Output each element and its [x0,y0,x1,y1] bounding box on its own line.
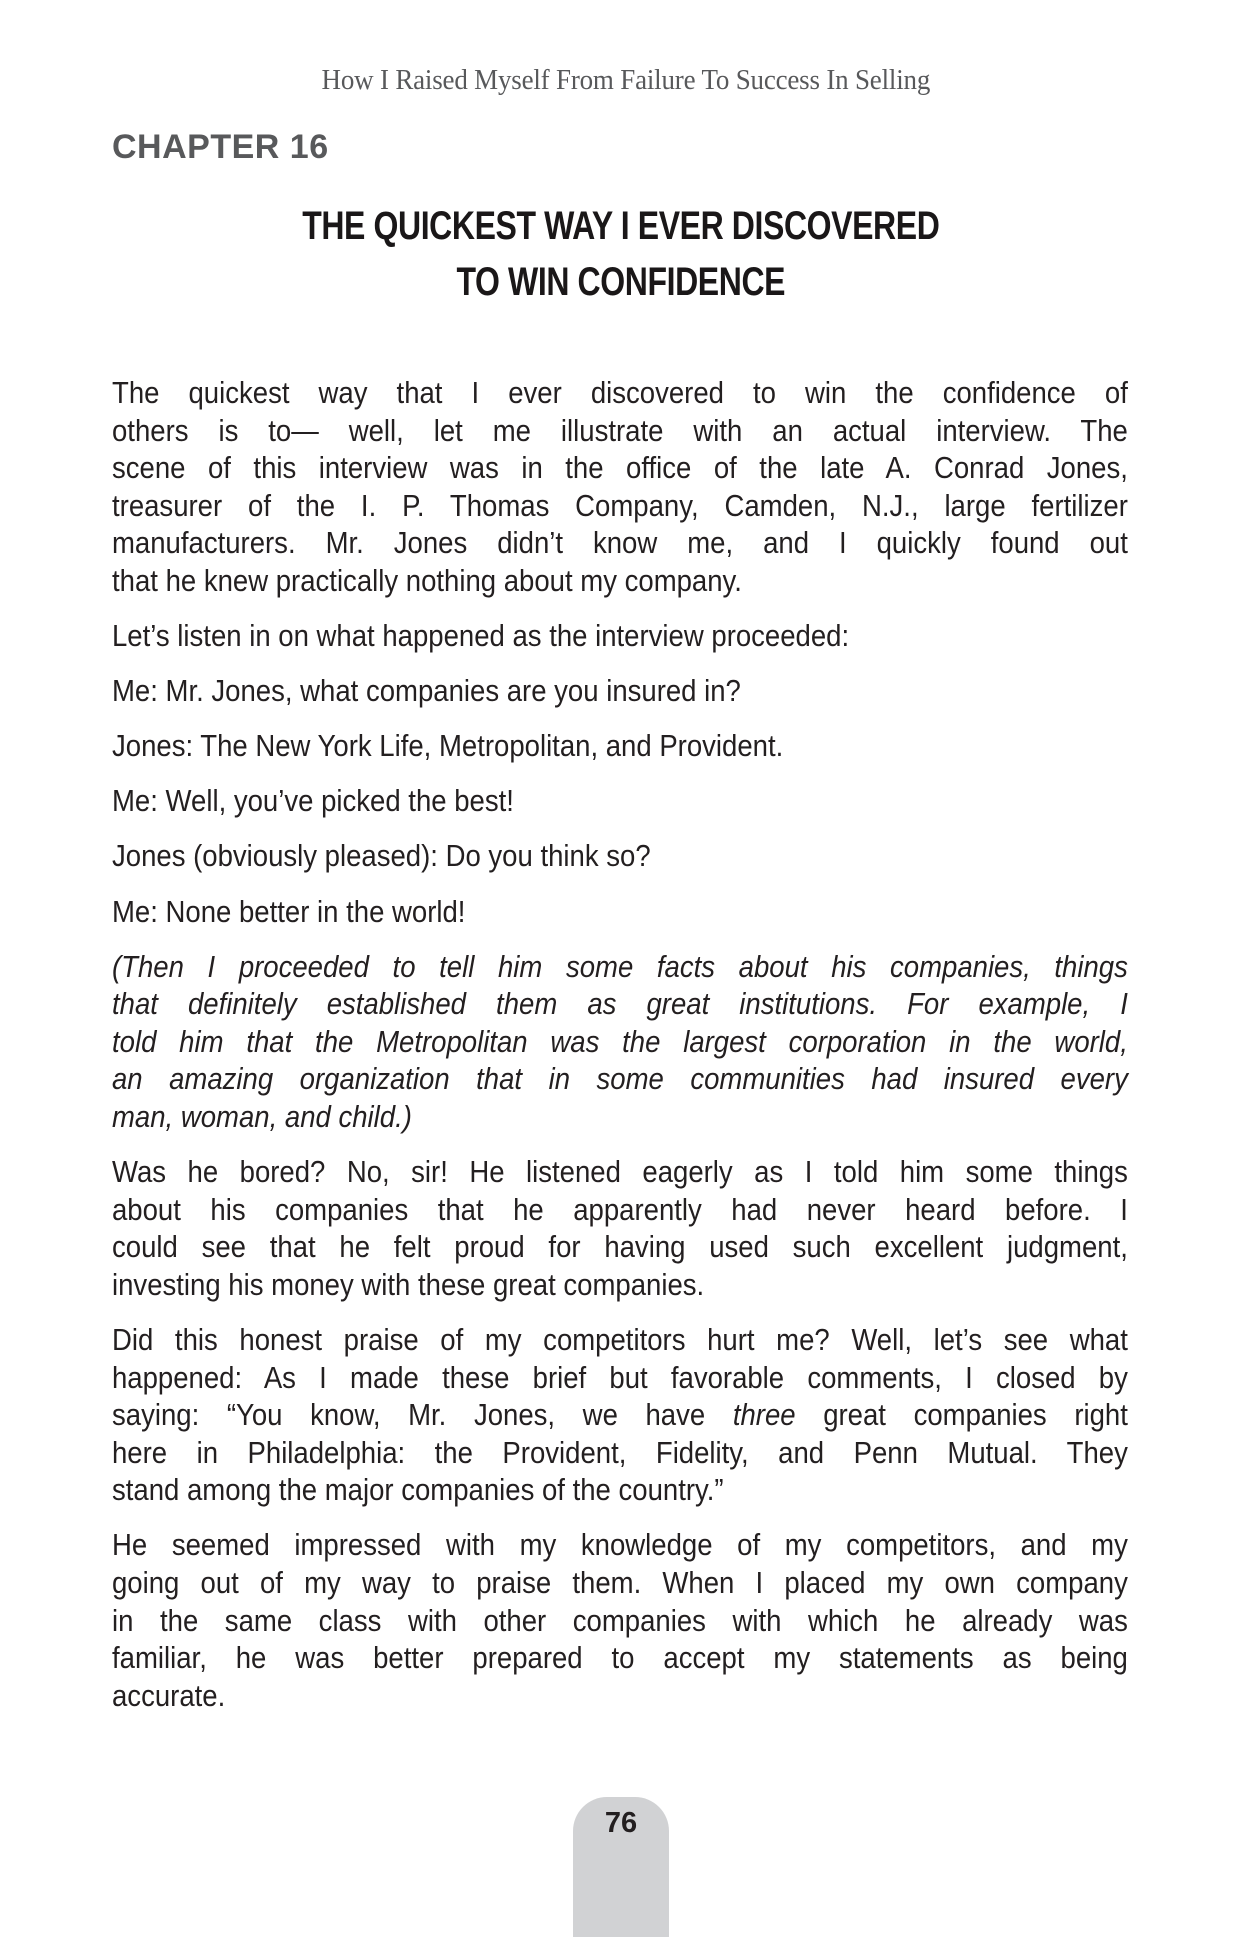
text-line: Jones (obviously pleased): Do you think so? [112,838,651,874]
text-line: Did this honest praise of my competitors hurt me? Well, let’s see what [112,1321,1128,1357]
chapter-title [0,198,1242,310]
text-line: (Then I proceeded to tell him some facts about his companies, things [112,948,1128,984]
text-line: told him that the Metropolitan was the largest corporation in the world, [112,1023,1128,1059]
paragraph [112,672,1128,710]
text-line: Let’s listen in on what happened as the interview proceeded: [112,618,850,654]
emphasis-word: three [732,1397,796,1433]
text-line: Me: Well, you’ve picked the best! [112,783,514,819]
page-number-tab [573,1797,669,1937]
text-line: others is to— well, let me illustrate with an actual interview. The [112,412,1128,448]
paragraph [112,1153,1128,1303]
text-line: that definitely established them as great institutions. For example, I [112,986,1128,1022]
text-line: accurate. [112,1677,226,1713]
text-line: familiar, he was better prepared to accept my statements as being [112,1640,1128,1676]
page-number: 76 [604,1807,638,1839]
paragraph [112,837,1128,875]
text-line: He seemed impressed with my knowledge of my competitors, and my [112,1527,1128,1563]
paragraph [112,1321,1128,1509]
paragraph [112,374,1128,600]
chapter-label: CHAPTER 16 [112,128,329,166]
text-line: could see that he felt proud for having used such excellent judgment, [112,1229,1128,1265]
text-line: scene of this interview was in the office of the late A. Conrad Jones, [112,450,1128,486]
text-line: that he knew practically nothing about my company. [112,562,742,598]
text-line: stand among the major companies of the country.” [112,1472,724,1508]
text-line: about his companies that he apparently had never heard before. I [112,1191,1128,1227]
text-line: Me: None better in the world! [112,893,466,929]
text-line: Was he bored? No, sir! He listened eagerly as I told him some things [112,1154,1128,1190]
running-head: How I Raised Myself From Failure To Success In Selling [321,64,931,96]
paragraph [112,893,1128,931]
text-line: investing his money with these great companies. [112,1266,705,1302]
paragraph [112,617,1128,655]
text-line: Jones: The New York Life, Metropolitan, and Provident. [112,728,784,764]
text-line: going out of my way to praise them. When I placed my own company [112,1565,1128,1601]
paragraph [112,727,1128,765]
text-line: treasurer of the I. P. Thomas Company, Camden, N.J., large fertilizer [112,487,1128,523]
chapter-title-line: THE QUICKEST WAY I EVER DISCOVERED [302,204,940,248]
text-line: here in Philadelphia: the Provident, Fidelity, and Penn Mutual. They [112,1434,1128,1470]
text-line: Me: Mr. Jones, what companies are you insured in? [112,673,741,709]
italic-aside-paragraph [112,948,1128,1136]
paragraph [112,1526,1128,1714]
body-text [112,374,1128,1732]
chapter-title-line: TO WIN CONFIDENCE [456,260,786,304]
text-line [112,1396,1128,1434]
text-line: man, woman, and child.) [112,1099,412,1134]
text-line: happened: As I made these brief but favorable comments, I closed by [112,1359,1128,1395]
text-line: manufacturers. Mr. Jones didn’t know me, and I quickly found out [112,525,1128,561]
text-line: The quickest way that I ever discovered to win the confidence of [112,375,1128,410]
paragraph [112,782,1128,820]
text-run: saying: “You know, Mr. Jones, we have [112,1397,733,1433]
text-line: in the same class with other companies with which he already was [112,1602,1128,1638]
text-run: great companies right [795,1397,1128,1433]
text-line: an amazing organization that in some communities had insured every [112,1061,1128,1097]
